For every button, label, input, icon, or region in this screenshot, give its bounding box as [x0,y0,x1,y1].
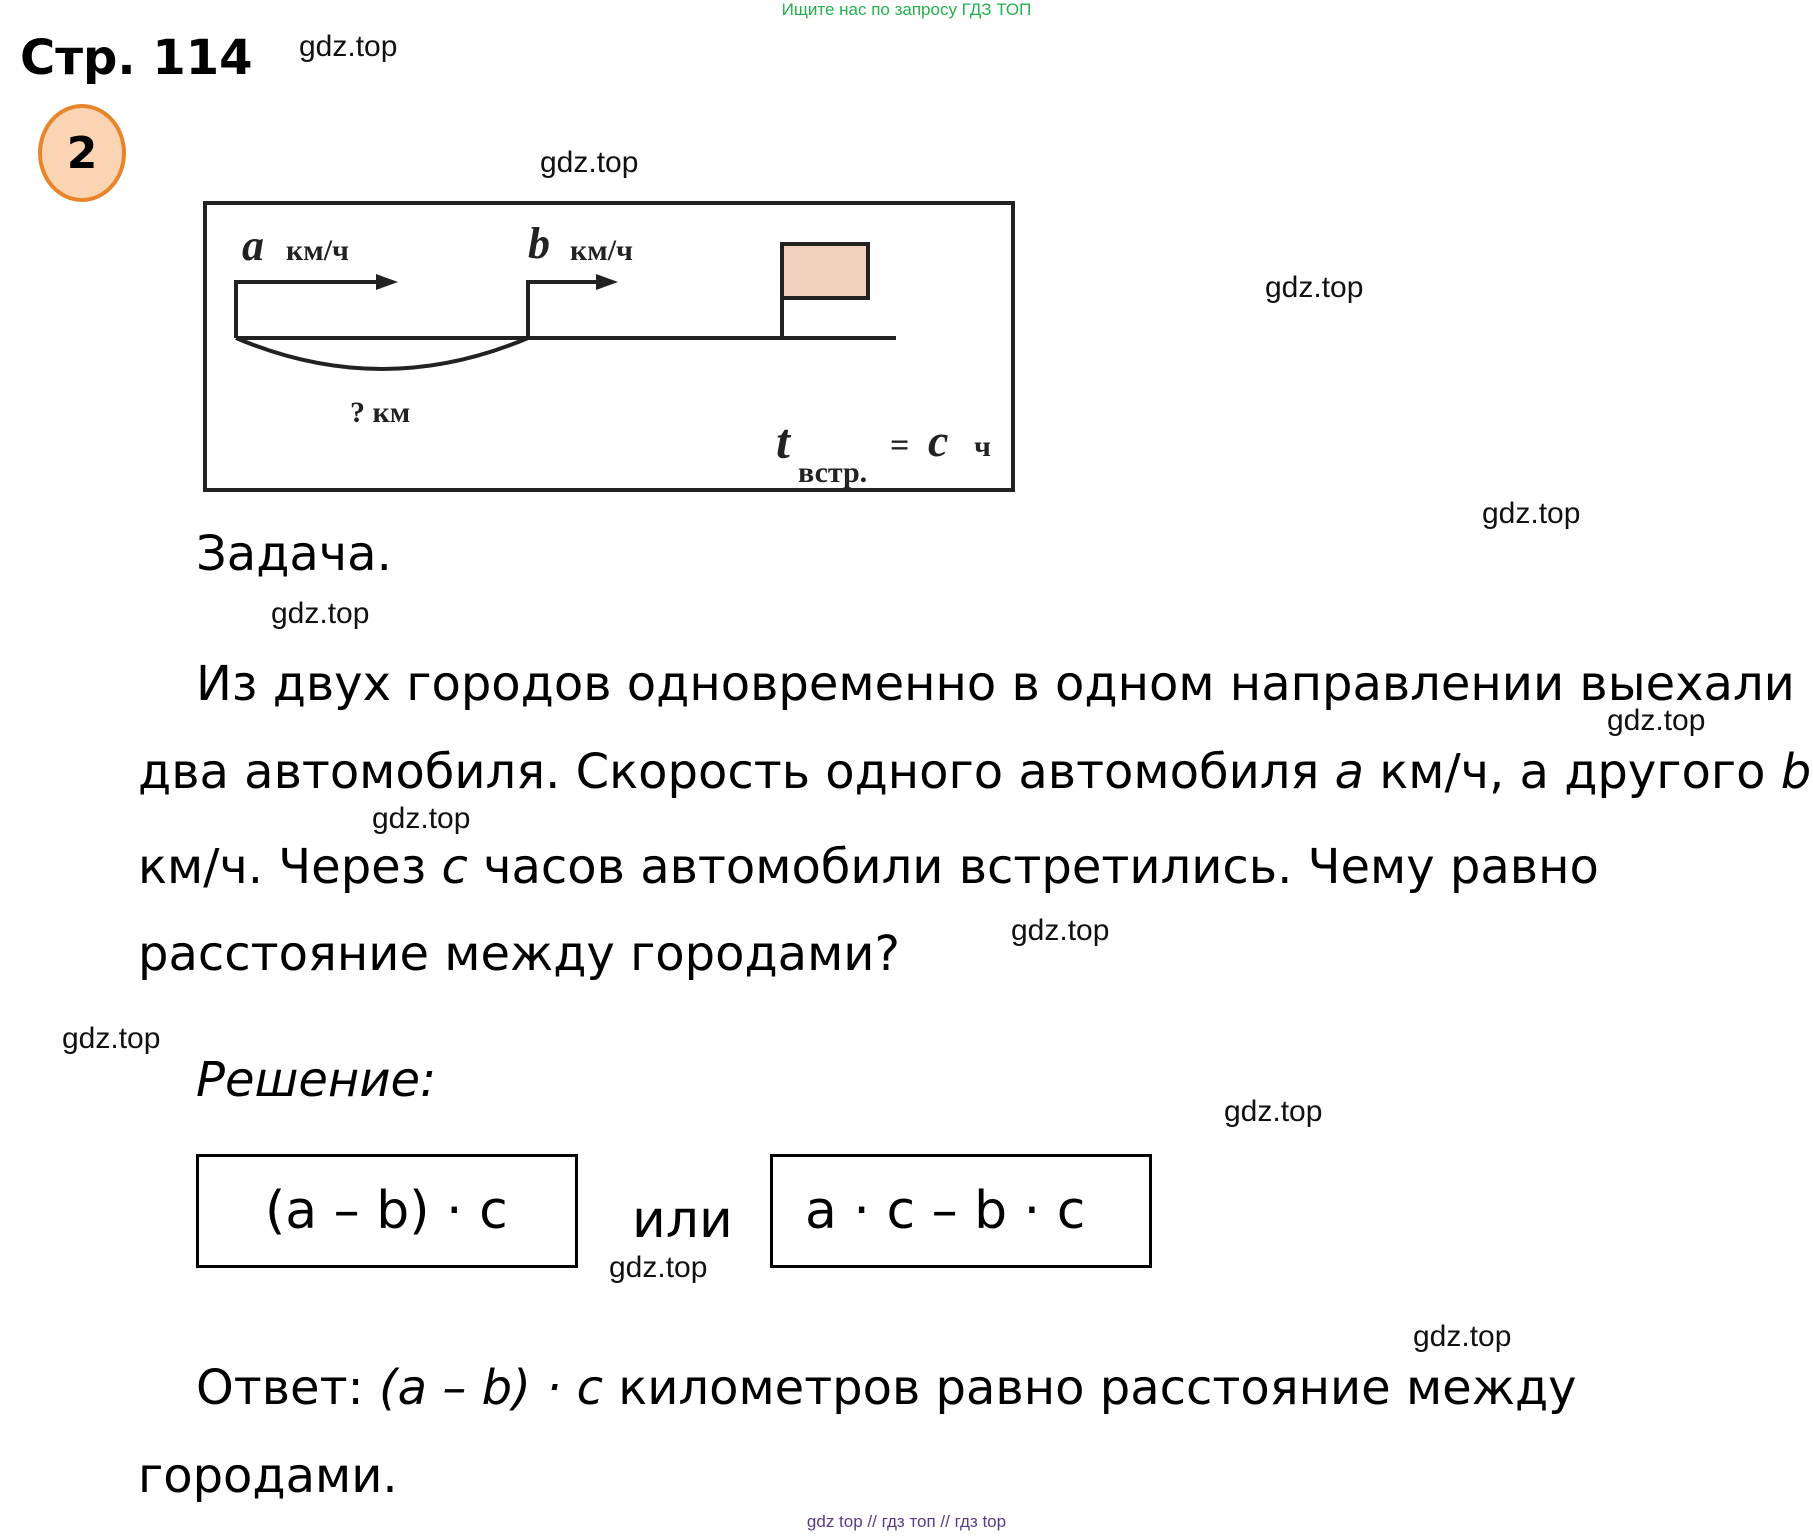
answer-rest: километров равно расстояние между [602,1360,1577,1416]
arrow-b [528,282,612,338]
arrow-a [236,282,392,338]
solution-label: Решение: [196,1052,437,1108]
problem-line-1: Из двух городов одновременно в одном направлении выехали [196,656,1795,712]
watermark: gdz.top [1265,271,1364,304]
page-title: Стр. 114 [20,30,253,86]
formula-2: a · c – b · c [805,1181,1086,1241]
problem-line-2 [138,744,1812,800]
watermark: gdz.top [271,597,370,630]
task-heading: Задача. [196,526,392,582]
meet-time-value: c [928,415,949,466]
or-word: или [632,1190,733,1250]
watermark: gdz.top [372,802,471,835]
speed-b-unit: км/ч [570,234,633,267]
problem-line-4: расстояние между городами? [138,926,900,982]
meet-time-sub: встр. [798,456,868,489]
speed-a-var: a [242,221,264,270]
footer-links[interactable]: gdz top // гдз топ // гдз top [806,1512,1007,1531]
text-segment: часов автомобили встретились. Чему равно [467,839,1599,895]
problem-line-3 [138,839,1599,895]
watermark: gdz.top [1011,914,1110,947]
var-c: c [441,839,468,895]
answer-expression: (a – b) · c [378,1360,603,1416]
task-number-badge [38,104,126,202]
answer-line-2: городами. [138,1448,398,1504]
meet-time-eq: = [890,427,910,464]
text-segment: км/ч, а другого [1364,744,1781,800]
arrowhead-b-icon [596,274,618,290]
flag-icon [782,244,868,298]
formula-box-2 [770,1154,1152,1268]
watermark: gdz.top [609,1251,708,1284]
motion-diagram [202,200,1020,498]
watermark: gdz.top [1482,497,1581,530]
answer-line-1 [196,1360,1577,1416]
speed-b-var: b [528,219,550,268]
speed-a-unit: км/ч [286,234,349,267]
formula-box-1 [196,1154,578,1268]
watermark: gdz.top [1607,704,1706,737]
watermark: gdz.top [540,146,639,179]
watermark: gdz.top [1413,1320,1512,1353]
distance-arc [236,338,528,369]
watermark: gdz.top [62,1022,161,1055]
top-banner[interactable]: Ищите нас по запросу ГДЗ ТОП [781,0,1032,19]
text-segment: два автомобиля. Скорость одного автомобиля [138,744,1335,800]
meet-time-unit: ч [974,430,991,463]
arrowhead-a-icon [376,274,398,290]
watermark: gdz.top [1224,1095,1323,1128]
formula-1: (a – b) · c [265,1181,508,1241]
task-number: 2 [66,127,98,179]
watermark: gdz.top [299,30,398,63]
meet-time-var: t [776,413,790,469]
var-a: a [1334,744,1365,800]
var-b: b [1780,744,1812,800]
answer-prefix: Ответ: [196,1360,379,1416]
text-segment: км/ч. Через [138,839,442,895]
distance-label: ? км [350,396,411,429]
